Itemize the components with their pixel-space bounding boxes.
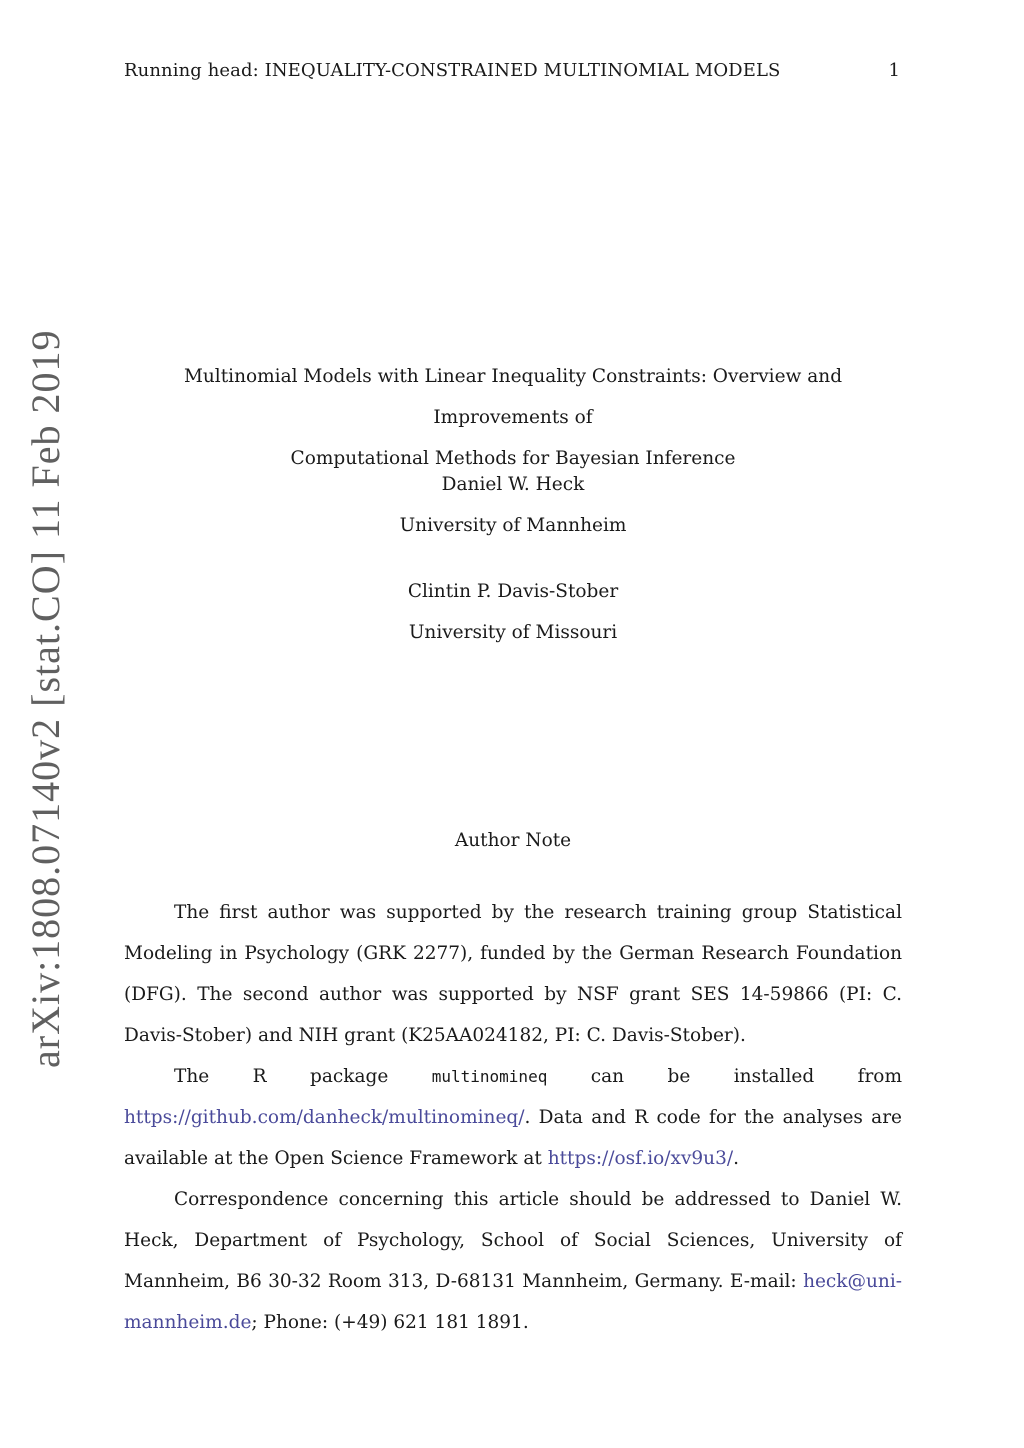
page-number: 1 (888, 60, 900, 81)
package-text-after-url: . Data and R code for the analyses are available at the Open Science Framework at (124, 1107, 902, 1169)
package-text-prefix: The R package (174, 1066, 432, 1087)
package-text-end: . (733, 1148, 739, 1169)
paper-title (124, 356, 902, 479)
running-head: Running head: INEQUALITY-CONSTRAINED MULTINOMIAL MODELS (124, 60, 781, 81)
phone-text: ; Phone: (+49) 621 181 1891. (251, 1312, 529, 1333)
package-text-middle: can be installed from (547, 1066, 902, 1087)
author-note-heading: Author Note (454, 830, 572, 851)
package-name: multinomineq (431, 1067, 548, 1086)
github-link[interactable]: https://github.com/danheck/multinomineq/ (124, 1107, 525, 1128)
package-paragraph (124, 1056, 902, 1179)
title-line-2: Computational Methods for Bayesian Inference (290, 448, 736, 469)
title-line-1: Multinomial Models with Linear Inequality Constraints: Overview and Improvements of (183, 366, 843, 428)
arxiv-identifier-stamp: arXiv:1808.07140v2 [stat.CO] 11 Feb 2019 (23, 329, 68, 1068)
author-name: Clintin P. Davis-Stober (407, 581, 619, 602)
email-link[interactable]: heck@uni-mannheim.de (124, 1271, 902, 1333)
osf-link[interactable]: https://osf.io/xv9u3/ (547, 1148, 734, 1169)
author-affiliation: University of Mannheim (399, 515, 627, 536)
correspondence-text: Correspondence concerning this article should be addressed to Daniel W. Heck, Department of Psychology, School of Social Sciences, University of Mannheim, B6 30-32 Room 313, D-68131 Mannheim, Germany. E-mail: (124, 1189, 902, 1292)
author-block-2 (124, 571, 902, 653)
author-note-body (124, 892, 902, 1343)
author-block-1 (124, 464, 902, 546)
author-name: Daniel W. Heck (441, 474, 585, 495)
funding-paragraph: The first author was supported by the research training group Statistical Modeling in Psychology (GRK 2277), funded by the German Research Foundation (DFG). The second author was supported by NSF grant SES 14-59866 (PI: C. Davis-Stober) and NIH grant (K25AA024182, PI: C. Davis-Stober). (124, 902, 902, 1046)
correspondence-paragraph (124, 1179, 902, 1343)
author-affiliation: University of Missouri (408, 622, 618, 643)
